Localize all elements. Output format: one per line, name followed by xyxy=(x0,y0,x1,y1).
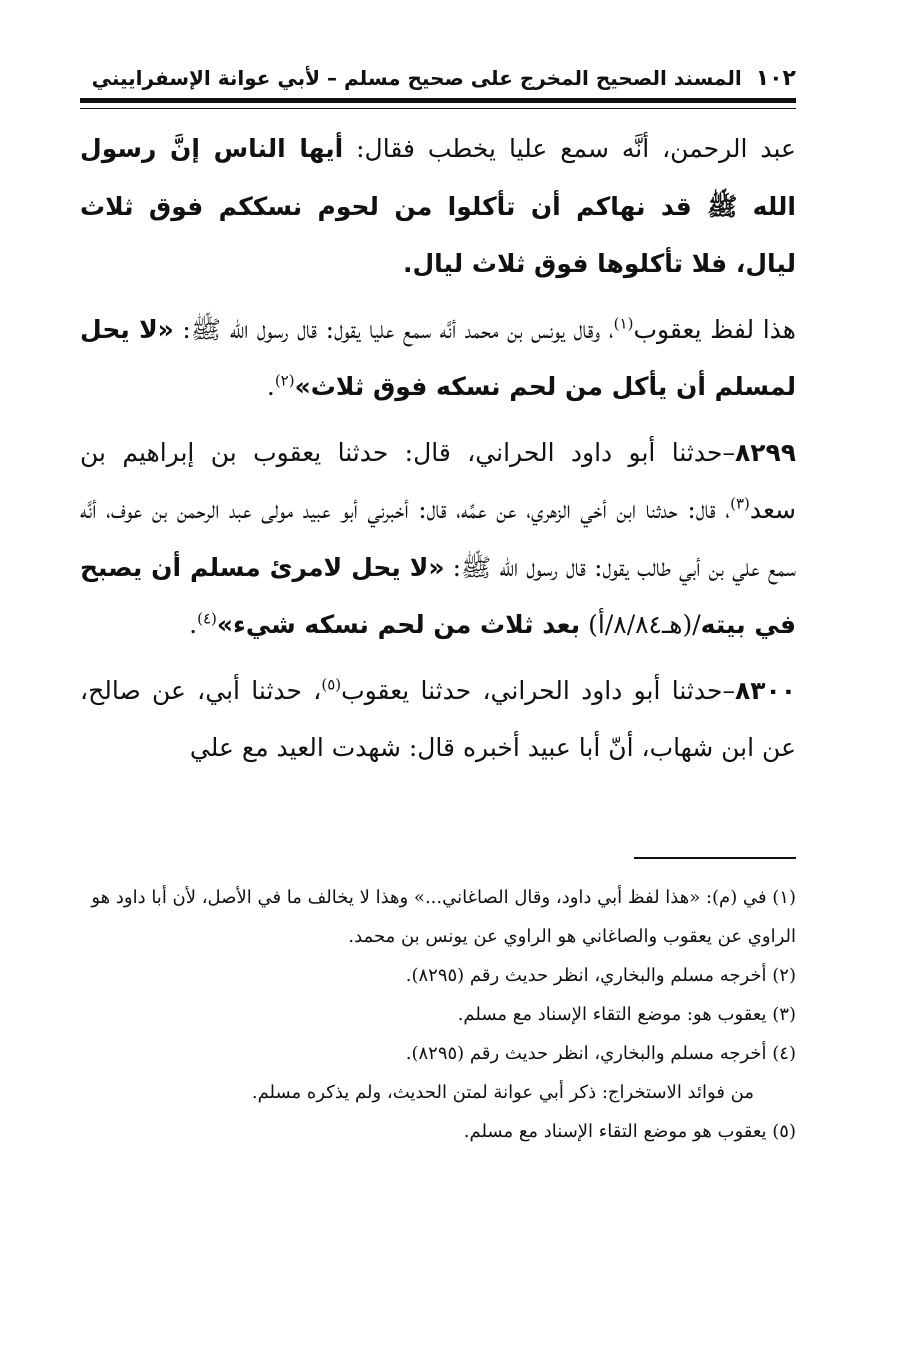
manuscript-ref: /(هـ٨/٨٤/أ) xyxy=(580,610,701,639)
hadith-text-bold: «لا يحل لامرئ مسلم أن يصبح في بيته xyxy=(80,552,796,639)
paragraph-2 xyxy=(80,301,796,416)
running-title: المسند الصحيح المخرج على صحيح مسلم – لأبي عوانة الإسفراييني xyxy=(91,66,742,90)
footnote-ref: (٥) xyxy=(321,675,342,694)
footnote-ref: (٣) xyxy=(730,494,750,513)
hadith-text-bold: أيها الناس إنَّ رسول الله ﷺ قد نهاكم أن تأكلوا من لحوم نسككم فوق ثلاث ليال، فلا تأكلوها فوق ثلاث ليال. xyxy=(80,134,796,278)
text-segment: عبد الرحمن، أنَّه سمع عليا يخطب فقال: xyxy=(343,134,796,163)
footnote-ref: (٤) xyxy=(197,609,217,628)
text-segment: ، قال: حدثنا ابن أخي الزهري، عن عمِّه، قال: أخبرني أبو عبيد مولى عبد الرحمن بن عوف، أنَّه سمع علي بن أبي طالب يقول: قال رسول الله ﷺ: xyxy=(80,495,796,582)
text-segment: . xyxy=(189,610,198,639)
page-header xyxy=(80,60,796,96)
footnote-5: (٥) يعقوب هو موضع التقاء الإسناد مع مسلم. xyxy=(463,1121,796,1142)
footnote-separator xyxy=(634,857,796,859)
hadith-number: ٨٢٩٩ xyxy=(734,437,796,467)
footnote-2: (٢) أخرجه مسلم والبخاري، انظر حديث رقم (٨٢٩٥). xyxy=(405,965,796,986)
header-rule-thick xyxy=(80,98,796,103)
page-number: ١٠٢ xyxy=(755,65,796,91)
header-rule-thin xyxy=(80,108,796,109)
text-segment: –حدثنا أبو داود الحراني، حدثنا يعقوب xyxy=(341,675,735,705)
hadith-number: ٨٣٠٠ xyxy=(734,675,796,705)
text-segment: –حدثنا أبو داود الحراني، قال: حدثنا يعقوب بن إبراهيم بن سعد xyxy=(80,437,796,524)
hadith-text-bold: بعد ثلاث من لحم نسكه شيء» xyxy=(216,610,581,639)
text-segment: . xyxy=(266,372,275,401)
footnote-4: (٤) أخرجه مسلم والبخاري، انظر حديث رقم (٨٢٩٥). xyxy=(405,1043,796,1064)
text-segment: ، وقال يونس بن محمد أنَّه سمع عليا يقول: قال رسول الله ﷺ: xyxy=(173,314,614,344)
footnote-4-note: من فوائد الاستخراج: ذكر أبي عوانة لمتن الحديث، ولم يذكره مسلم. xyxy=(251,1082,754,1103)
footnote-ref: (٢) xyxy=(274,371,295,390)
paragraph-hadith-8299 xyxy=(80,424,796,654)
footnote-ref: (١) xyxy=(613,314,634,333)
text-segment: ، حدثنا أبي، عن صالح، عن ابن شهاب، أنّ أبا عبيد أخبره قال: شهدت العيد مع علي xyxy=(80,675,796,762)
text-segment: هذا لفظ يعقوب xyxy=(633,314,796,344)
footnotes xyxy=(80,878,796,1151)
paragraph-hadith-8300 xyxy=(80,662,796,777)
main-text xyxy=(80,120,796,785)
paragraph-1 xyxy=(80,120,796,293)
footnote-3: (٣) يعقوب هو: موضع التقاء الإسناد مع مسلم. xyxy=(457,1004,796,1025)
footnote-1: (١) في (م): «هذا لفظ أبي داود، وقال الصاغاني...» وهذا لا يخالف ما في الأصل، لأن أبا داود هو الراوي عن يعقوب والصاغاني هو الراوي عن يونس بن محمد. xyxy=(91,887,796,947)
hadith-text-bold: «لا يحل لمسلم أن يأكل من لحم نسكه فوق ثلاث» xyxy=(80,314,796,401)
